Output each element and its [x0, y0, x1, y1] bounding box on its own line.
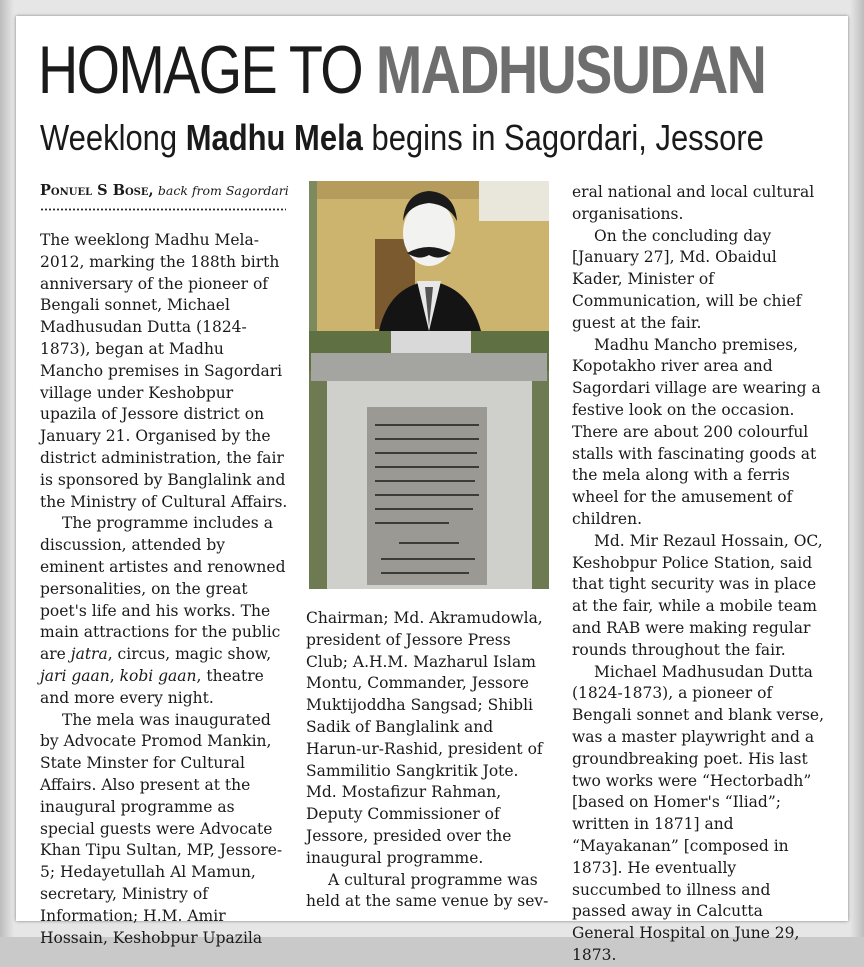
byline-divider: [40, 208, 286, 211]
bust-illustration: [309, 181, 549, 589]
byline-author: Ponuel S Bose,: [40, 182, 154, 199]
byline-location: back from Sagordari: [157, 183, 289, 198]
paragraph-1: The weeklong Madhu Mela-2012, marking the 188th birth anniversary of the pioneer of Bengali sonnet, Michael Madhusudan Dutta (1824-1873), began at Madhu Mancho premises in Sagordari village under Keshobpur upazila of Jessore district on January 21. Organised by the district administration, the fair is sponsored by Banglalink and the Ministry of Cultural Affairs.: [40, 231, 288, 511]
paragraph-2-text-2: , circus, magic show,: [107, 645, 272, 664]
paragraph-2-text-4: , theatre and more every night.: [40, 666, 264, 707]
paragraph-2-text: The programme includes a discussion, attended by eminent artistes and renowned personalities, on the great poet's life and his works. The main attractions for the public are: [40, 514, 286, 664]
article-column-3: [572, 182, 828, 967]
paragraph-4: A cultural programme was held at the same venue by sev-: [306, 870, 549, 911]
bust-base: [391, 331, 471, 353]
subheadline: [40, 118, 764, 158]
photo-sky: [479, 181, 549, 221]
paragraph-5: On the concluding day [January 27], Md. Obaidul Kader, Minister of Communication, will be chief guest at the fair.: [572, 226, 802, 332]
paragraph-3: The mela was inaugurated by Advocate Promod Mankin, State Minster for Cultural Affairs. Also present at the inaugural programme as special guests were Advocate Khan Tipu Sultan, MP, Jessore-5; Hedayetullah Al Mamun, secretary, Ministry of Information; H.M. Amir Hossain, Keshobpur Upazila: [40, 710, 283, 947]
subhead-pre: Weeklong: [40, 117, 186, 158]
bust-face: [403, 200, 455, 266]
headline-accent: MADHUSUDAN: [375, 32, 766, 108]
term-jari-gaan: jari gaan: [40, 666, 110, 685]
paragraph-4-continued: eral national and local cultural organisations.: [572, 183, 815, 223]
term-kobi-gaan: kobi gaan: [119, 666, 197, 685]
headline: [38, 32, 766, 108]
article-column-2: [306, 608, 552, 913]
paragraph-6: Madhu Mancho premises, Kopotakho river area and Sagordari village are wearing a festive look on the occasion. There are about 200 colourful stalls with fascinating goods at the mela along with a ferris wheel for the amusement of children.: [572, 335, 821, 528]
term-jatra: jatra: [70, 645, 108, 664]
byline: [40, 182, 289, 200]
paragraph-2: [40, 513, 290, 709]
paragraph-3-continued: Chairman; Md. Akramudowla, president of Jessore Press Club; A.H.M. Mazharul Islam Montu, Commander, Jessore Muktijoddha Sangsad; Shibli Sadik of Banglalink and Harun-ur-Rashid, president of Sammilitio Sangkritik Jote. Md. Mostafizur Rahman, Deputy Commissioner of Jessore, presided over the inaugural programme.: [306, 609, 543, 867]
newspaper-clipping: [16, 16, 848, 964]
paragraph-2-text-3: ,: [109, 666, 120, 685]
paragraph-8: Michael Madhusudan Dutta (1824-1873), a pioneer of Bengali sonnet and blank verse, was a master playwright and a groundbreaking poet. His last two works were “Hectorbadh” [based on Homer's “Iliad”; written in 1871] and “Mayakanan” [composed in 1873]. He eventually succumbed to illness and passed away in Calcutta General Hospital on June 29, 1873.: [572, 662, 825, 964]
subhead-post: begins in Sagordari, Jessore: [362, 117, 764, 158]
headline-main: HOMAGE TO: [38, 32, 376, 108]
pedestal-top: [311, 353, 547, 381]
subhead-bold: Madhu Mela: [185, 117, 363, 158]
article-column-1: [40, 230, 290, 949]
paragraph-7: Md. Mir Rezaul Hossain, OC, Keshobpur Police Station, said that tight security was in place at the fair, while a mobile team and RAB were making regular rounds throughout the fair.: [572, 531, 823, 659]
bust-photo: [309, 181, 549, 589]
